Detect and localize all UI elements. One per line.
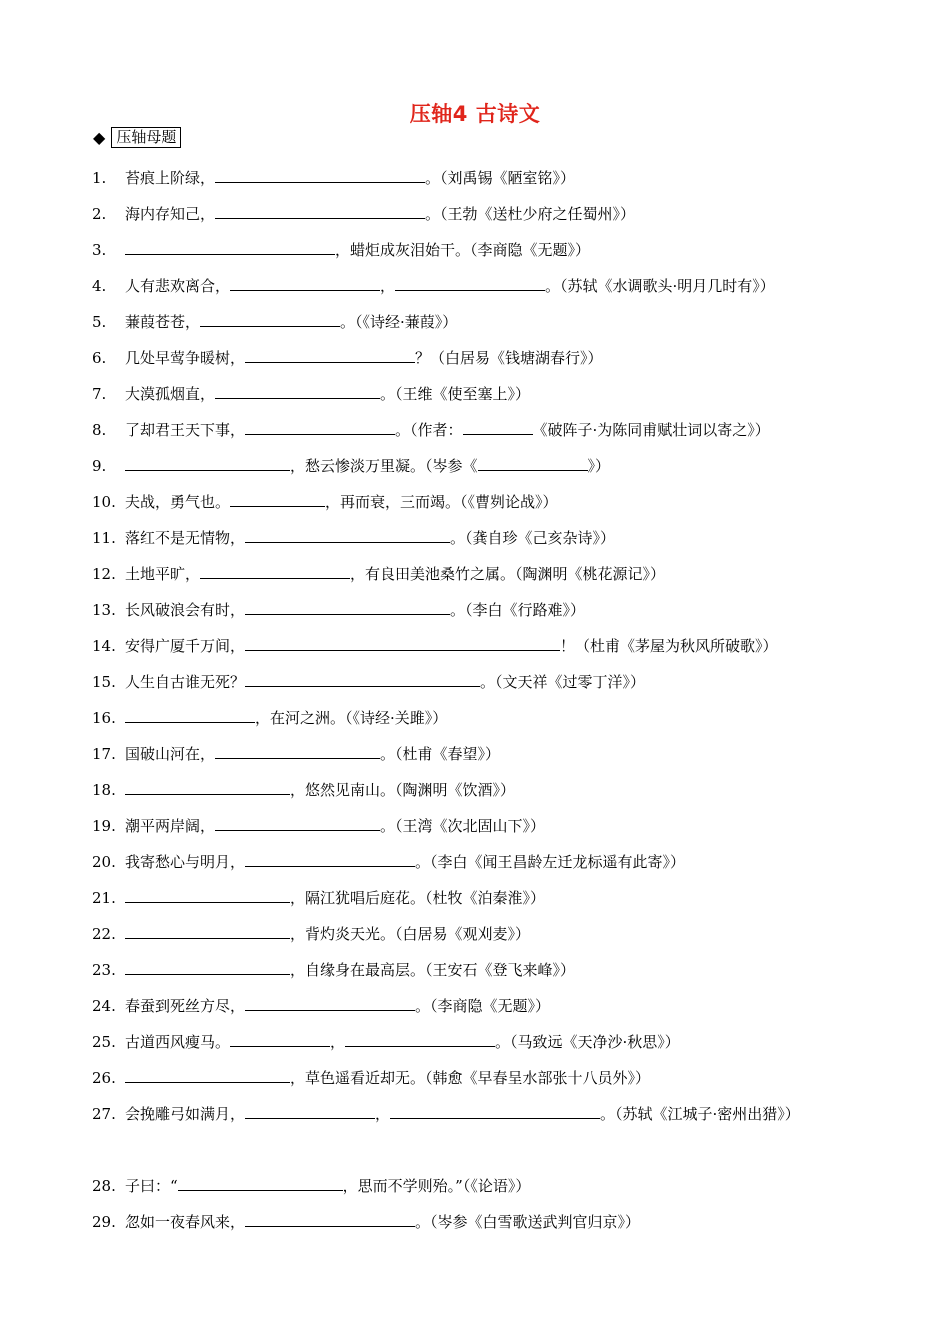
text-segment: 人有悲欢离合， [125,277,231,295]
item-text [125,1096,857,1132]
fill-in-blank[interactable] [390,1101,600,1119]
list-item [92,309,872,345]
item-number: 26. [92,1069,116,1087]
list-item [92,417,872,453]
fill-in-blank[interactable] [215,741,380,759]
text-segment: 大漠孤烟直， [125,385,216,403]
text-segment: 安得广厦千万间， [125,637,246,655]
fill-in-blank[interactable] [245,345,415,363]
fill-in-blank[interactable] [245,849,415,867]
list-item [92,237,872,273]
text-segment: ，草色遥看近却无。（韩愈《早春呈水部张十八员外》） [290,1069,651,1087]
section-heading [93,127,181,148]
text-segment: 。（苏轼《江城子·密州出猎》） [600,1105,800,1123]
text-segment: 苔痕上阶绿， [125,169,216,187]
text-segment: 。（马致远《天净沙·秋思》） [495,1033,680,1051]
list-item [92,957,872,993]
text-segment: 落红不是无情物， [125,529,246,547]
fill-in-blank[interactable] [230,489,325,507]
text-segment: ，有良田美池桑竹之属。（陶渊明《桃花源记》） [350,565,666,583]
fill-in-blank[interactable] [245,1101,375,1119]
item-text [125,273,775,299]
text-segment: 《破阵子·为陈同甫赋壮词以寄之》） [532,421,770,439]
list-item [92,813,872,849]
text-segment: 。（李白《闻王昌龄左迁龙标遥有此寄》） [415,853,686,871]
list-item [92,921,872,957]
item-number: 23. [92,961,116,979]
question-list [92,165,872,1245]
list-item [92,1209,872,1245]
item-text [125,489,558,515]
page-title: 压轴4 古诗文 [409,102,541,126]
text-segment: 几处早莺争暖树， [125,349,246,367]
text-segment: 土地平旷， [125,565,201,583]
list-item [92,561,872,597]
fill-in-blank[interactable] [245,993,415,1011]
text-segment: 》） [587,457,611,475]
text-segment: 忽如一夜春风来， [125,1213,246,1231]
text-segment: 。（文天祥《过零丁洋》） [480,673,646,691]
text-segment: 。（《诗经·蒹葭》） [340,313,458,331]
item-text [125,741,500,767]
text-segment: ，在河之洲。（《诗经·关雎》） [255,709,448,727]
fill-in-blank[interactable] [215,165,425,183]
text-segment: 了却君王天下事， [125,421,246,439]
list-item [92,597,872,633]
text-segment: ，悠然见南山。（陶渊明《饮酒》） [290,781,516,799]
item-number: 5. [92,313,107,331]
item-number: 1. [92,169,107,187]
item-number: 10. [92,493,116,511]
item-number: 25. [92,1033,116,1051]
text-segment: 。（岑参《白雪歌送武判官归京》） [415,1213,641,1231]
text-segment: 古道西风瘦马。 [125,1033,231,1051]
fill-in-blank[interactable] [178,1173,343,1191]
item-text [125,201,635,227]
diamond-icon: ◆ [93,127,106,147]
fill-in-blank[interactable] [125,453,290,471]
text-segment: ， [375,1105,391,1123]
item-text [125,849,685,875]
fill-in-blank[interactable] [125,957,290,975]
fill-in-blank[interactable] [245,669,480,687]
text-segment: 人生自古谁无死？ [125,673,246,691]
item-number: 2. [92,205,107,223]
list-item [92,741,872,777]
item-text [125,885,545,911]
item-number: 28. [92,1177,116,1195]
item-text [125,777,515,803]
fill-in-blank[interactable] [215,381,380,399]
list-item [92,273,872,309]
text-segment: 我寄愁心与明月， [125,853,246,871]
text-segment: 国破山河在， [125,745,216,763]
fill-in-blank[interactable] [478,453,588,471]
list-item [92,165,872,201]
list-item [92,849,872,885]
list-item [92,993,872,1029]
text-segment: 。（杜甫《春望》） [380,745,501,763]
item-text [125,561,665,587]
fill-in-blank[interactable] [395,273,545,291]
item-text [125,957,575,983]
list-item [92,1173,872,1209]
fill-in-blank[interactable] [245,525,450,543]
item-number: 17. [92,745,116,763]
item-text [125,669,645,695]
text-segment: 夫战，勇气也。 [125,493,231,511]
text-segment: 潮平两岸阔， [125,817,216,835]
item-text [125,993,550,1019]
item-number: 6. [92,349,107,367]
item-text [125,237,590,263]
text-segment: ！（杜甫《茅屋为秋风所破歌》） [560,637,778,655]
item-number: 13. [92,601,116,619]
text-segment: ，思而不学则殆。”（《论语》） [342,1177,531,1195]
item-text [125,381,530,407]
item-text [125,921,530,947]
fill-in-blank[interactable] [463,417,533,435]
item-text [125,705,447,731]
list-item [92,489,872,525]
text-segment: 。（王勃《送杜少府之任蜀州》） [425,205,636,223]
text-segment: ， [330,1033,346,1051]
item-text [125,417,770,443]
text-segment: 。（王湾《次北固山下》） [380,817,546,835]
item-number: 19. [92,817,116,835]
item-number: 3. [92,241,107,259]
list-item [92,885,872,921]
item-number: 27. [92,1105,116,1123]
list-item [92,1029,872,1065]
fill-in-blank[interactable] [200,309,340,327]
fill-in-blank[interactable] [230,273,380,291]
text-segment: 海内存知己， [125,205,216,223]
item-number: 8. [92,421,107,439]
item-number: 9. [92,457,107,475]
item-text [125,453,610,479]
item-text [125,813,545,839]
list-item [92,633,872,669]
fill-in-blank[interactable] [125,705,255,723]
text-segment: 子曰：“ [125,1177,178,1195]
text-segment: 。（刘禹锡《陋室铭》） [425,169,576,187]
text-segment: 。（李商隐《无题》） [415,997,551,1015]
list-item [92,525,872,561]
item-number: 15. [92,673,116,691]
item-text [125,1029,680,1055]
fill-in-blank[interactable] [245,633,560,651]
fill-in-blank[interactable] [125,885,290,903]
fill-in-blank[interactable] [125,237,335,255]
list-item [92,201,872,237]
item-number: 4. [92,277,107,295]
text-segment: 蒹葭苍苍， [125,313,201,331]
item-text [125,525,615,551]
item-number: 16. [92,709,116,727]
item-text [125,633,778,659]
list-item [92,381,872,417]
item-number: 18. [92,781,116,799]
text-segment: 春蚕到死丝方尽， [125,997,246,1015]
text-segment: ，隔江犹唱后庭花。（杜牧《泊秦淮》） [290,889,546,907]
item-number: 21. [92,889,116,907]
text-segment: ， [380,277,396,295]
item-number: 22. [92,925,116,943]
fill-in-blank[interactable] [345,1029,495,1047]
text-segment: 。（苏轼《水调歌头·明月几时有》） [545,277,775,295]
fill-in-blank[interactable] [125,921,290,939]
fill-in-blank[interactable] [245,597,450,615]
item-text [125,309,457,335]
fill-in-blank[interactable] [125,1065,290,1083]
text-segment: 。（龚自珍《己亥杂诗》） [450,529,616,547]
list-item [92,453,872,489]
item-number: 29. [92,1213,116,1231]
list-item [92,777,872,813]
list-item [92,669,872,705]
section-label: 压轴母题 [111,127,181,148]
item-text [125,345,603,371]
text-segment: 。（王维《使至塞上》） [380,385,531,403]
item-number: 14. [92,637,116,655]
item-text [125,165,575,191]
text-segment: ，蜡炬成灰泪始干。（李商隐《无题》） [335,241,591,259]
text-segment: ，自缘身在最高层。（王安石《登飞来峰》） [290,961,576,979]
text-segment: ，再而衰，三而竭。（《曹刿论战》） [325,493,558,511]
item-number: 12. [92,565,116,583]
list-item [92,345,872,381]
fill-in-blank[interactable] [230,1029,330,1047]
text-segment: ，背灼炎天光。（白居易《观刈麦》） [290,925,531,943]
text-segment: 。（李白《行路难》） [450,601,586,619]
text-segment: ，愁云惨淡万里凝。（岑参《 [290,457,478,475]
item-number: 7. [92,385,107,403]
fill-in-blank[interactable] [200,561,350,579]
item-text [125,597,585,623]
fill-in-blank[interactable] [245,1209,415,1227]
item-number: 11. [92,529,116,547]
fill-in-blank[interactable] [215,201,425,219]
list-item [92,705,872,741]
text-segment: 会挽雕弓如满月， [125,1105,246,1123]
item-text [125,1065,650,1091]
text-segment: ？（白居易《钱塘湖春行》） [415,349,603,367]
text-segment: 长风破浪会有时， [125,601,246,619]
item-text [125,1173,530,1199]
fill-in-blank[interactable] [125,777,290,795]
text-segment: 。（作者： [395,421,463,439]
fill-in-blank[interactable] [245,417,395,435]
fill-in-blank[interactable] [215,813,380,831]
item-number: 20. [92,853,116,871]
item-text [125,1209,640,1235]
list-item [92,1101,872,1173]
item-number: 24. [92,997,116,1015]
